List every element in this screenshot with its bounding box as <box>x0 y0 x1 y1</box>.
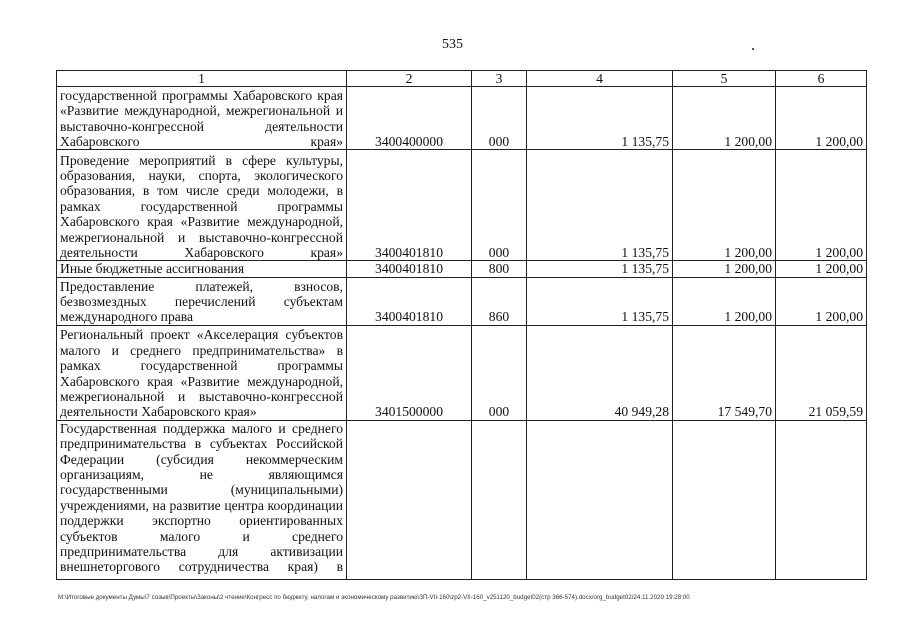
row-value-col4: 1 135,75 <box>527 261 673 277</box>
column-header-6: 6 <box>776 71 867 87</box>
table-header-row <box>57 71 867 87</box>
row-type: 000 <box>472 325 527 420</box>
row-name: Иные бюджетные ассигнования <box>57 261 347 277</box>
table-row <box>57 87 867 150</box>
budget-table <box>56 70 867 580</box>
row-value-col6: 1 200,00 <box>776 150 867 261</box>
row-type: 000 <box>472 87 527 150</box>
table-row <box>57 325 867 420</box>
column-header-2: 2 <box>347 71 472 87</box>
row-value-col6: 1 200,00 <box>776 87 867 150</box>
row-value-col5: 1 200,00 <box>673 277 776 325</box>
row-value-col4: 1 135,75 <box>527 150 673 261</box>
row-name: Государственная поддержка малого и среднего предпринимательства в субъектах Российской Федерации (субсидия некоммерческим организациям, не являющимся государственными (муниципальными) учреждениями, на развитие центра координации поддержки экспортно ориентированных субъектов малого и среднего предпринимательства для активизации внешнеторгового сотрудничества края) в <box>57 420 347 579</box>
row-value-col6: 21 059,59 <box>776 325 867 420</box>
row-value-col6 <box>776 420 867 579</box>
scan-speck <box>752 48 754 50</box>
row-name: Предоставление платежей, взносов, безвозмездных перечислений субъектам международного права <box>57 277 347 325</box>
table-row <box>57 261 867 277</box>
row-value-col4 <box>527 420 673 579</box>
table-row <box>57 150 867 261</box>
row-value-col4: 1 135,75 <box>527 277 673 325</box>
table-row <box>57 420 867 579</box>
row-type: 800 <box>472 261 527 277</box>
row-value-col5: 17 549,70 <box>673 325 776 420</box>
column-header-1: 1 <box>57 71 347 87</box>
row-name: Региональный проект «Акселерация субъектов малого и среднего предпринимательства» в рамках государственной программы Хабаровского края «Развитие международной, межрегиональной и выставочно-конгрессной деятельности Хабаровского края» <box>57 325 347 420</box>
row-type: 000 <box>472 150 527 261</box>
row-value-col5: 1 200,00 <box>673 150 776 261</box>
row-type <box>472 420 527 579</box>
document-footer-path: M:\Итоговые документы Думы\7 созыв\Проекты\Законы\2 чтение\Конгресс по бюджету, налогам и экономическому развитию\ЗП-VII-160\zp2-VII-160_v251120_budget02(стр 366-574).docx/org_budget02/24.11.2020 19:28:00 <box>58 594 690 601</box>
row-code <box>347 420 472 579</box>
row-name: Проведение мероприятий в сфере культуры, образования, науки, спорта, экологического образования, в том числе среди молодежи, в рамках государственной программы Хабаровского края «Развитие международной, межрегиональной и выставочно-конгрессной деятельности Хабаровского края» <box>57 150 347 261</box>
row-code: 3400400000 <box>347 87 472 150</box>
page-number: 535 <box>442 37 463 52</box>
row-value-col5: 1 200,00 <box>673 261 776 277</box>
row-code: 3400401810 <box>347 277 472 325</box>
row-value-col4: 40 949,28 <box>527 325 673 420</box>
row-type: 860 <box>472 277 527 325</box>
column-header-5: 5 <box>673 71 776 87</box>
row-value-col5 <box>673 420 776 579</box>
row-value-col4: 1 135,75 <box>527 87 673 150</box>
row-value-col6: 1 200,00 <box>776 261 867 277</box>
row-code: 3400401810 <box>347 261 472 277</box>
row-code: 3401500000 <box>347 325 472 420</box>
column-header-3: 3 <box>472 71 527 87</box>
table-row <box>57 277 867 325</box>
column-header-4: 4 <box>527 71 673 87</box>
row-value-col5: 1 200,00 <box>673 87 776 150</box>
row-name: государственной программы Хабаровского края «Развитие международной, межрегиональной и выставочно-конгрессной деятельности Хабаровского края» <box>57 87 347 150</box>
row-code: 3400401810 <box>347 150 472 261</box>
row-value-col6: 1 200,00 <box>776 277 867 325</box>
